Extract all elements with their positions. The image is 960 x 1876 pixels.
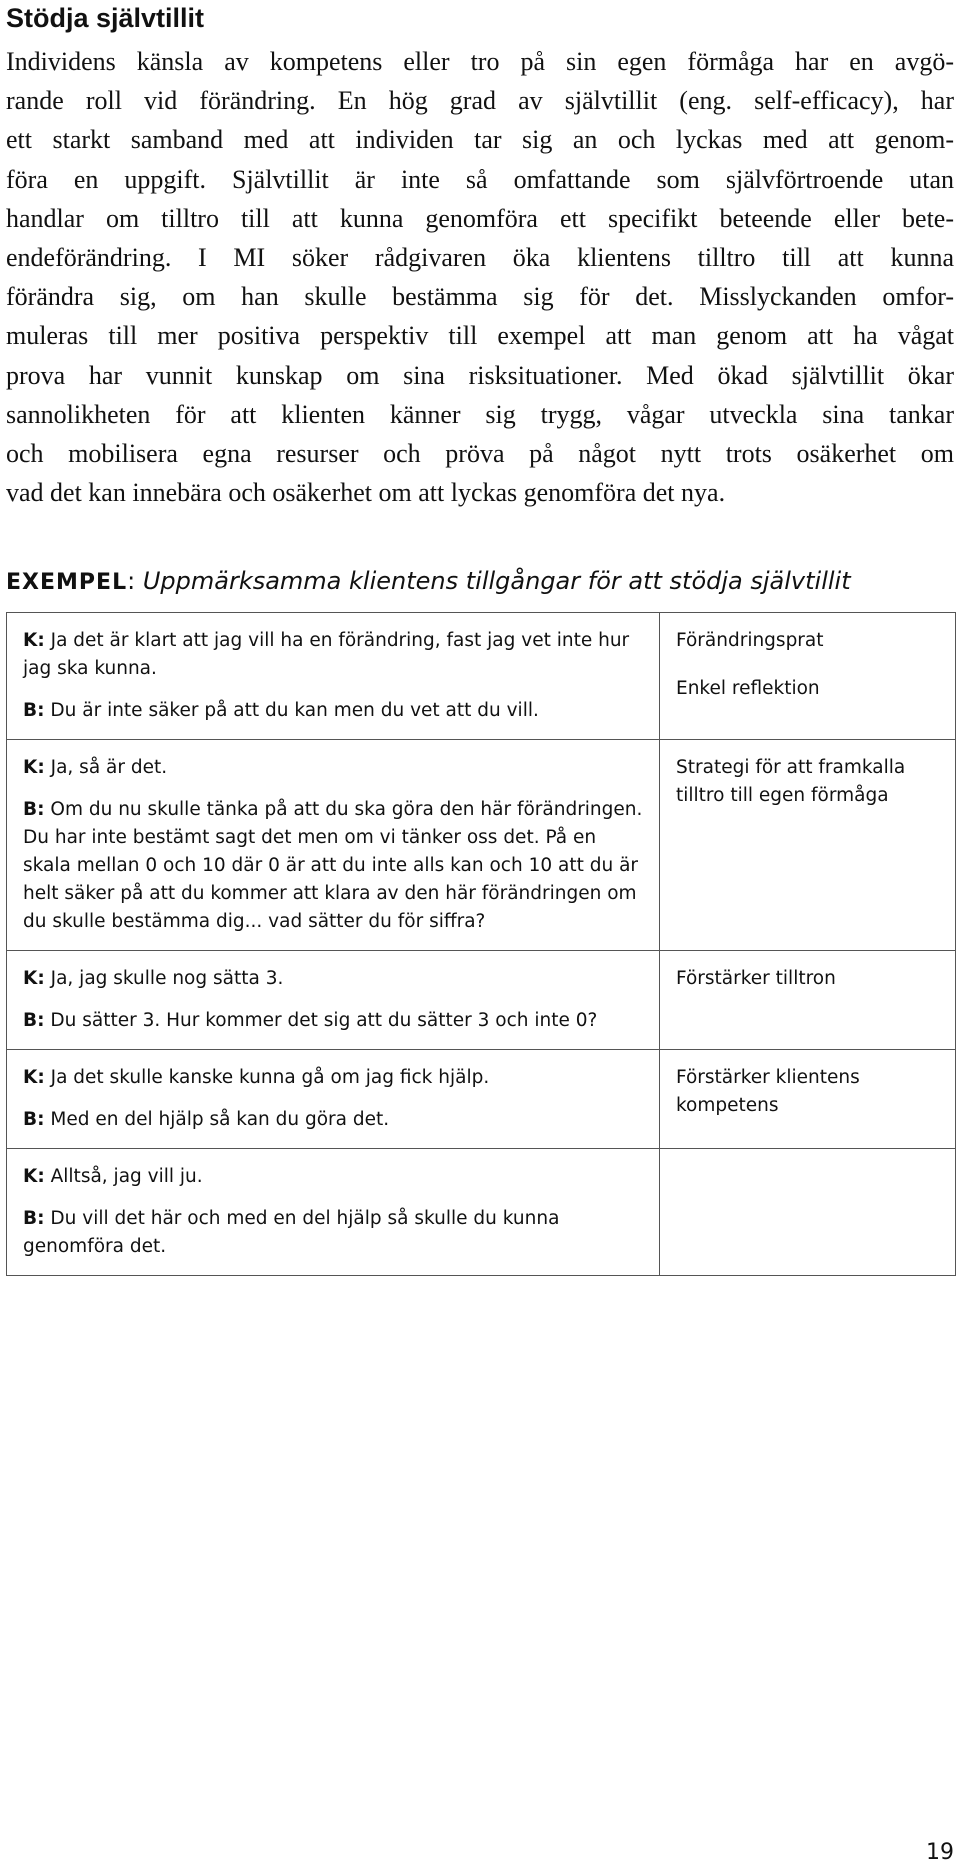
speaker-label: B: (23, 700, 45, 721)
dialogue-row (7, 740, 956, 951)
dialogue-cell (7, 613, 660, 740)
annotation-cell (660, 740, 956, 951)
paragraph-line: ett starkt samband med att individen tar sig an och lyckas med att genom- (6, 125, 954, 155)
annotation-cell (660, 951, 956, 1050)
paragraph-line: Individens känsla av kompetens eller tro på sin egen förmåga har en avgö- (6, 47, 954, 76)
paragraph-line: rande roll vid förändring. En hög grad av självtillit (eng. self-efficacy), har (6, 86, 954, 116)
annotation-cell (660, 1050, 956, 1149)
dialogue-line (23, 796, 645, 936)
dialogue-cell (7, 1149, 660, 1276)
paragraph-line: vad det kan innebära och osäkerhet om att lyckas genomföra det nya. (6, 478, 726, 508)
dialogue-line (23, 627, 645, 683)
utterance-text: Ja det skulle kanske kunna gå om jag fick hjälp. (50, 1067, 490, 1088)
speaker-label: K: (23, 757, 45, 778)
annotation-cell (660, 1149, 956, 1276)
utterance-text: Med en del hjälp så kan du göra det. (50, 1109, 390, 1130)
utterance-text: Alltså, jag vill ju. (50, 1166, 203, 1187)
annotation-cell (660, 613, 956, 740)
dialogue-line (23, 1205, 645, 1261)
speaker-label: B: (23, 799, 45, 820)
paragraph-line: endeförändring. I MI söker rådgivaren öka klientens tilltro till att kunna (6, 243, 954, 273)
utterance-text: Ja det är klart att jag vill ha en förändring, fast jag vet inte hur jag ska kunna. (23, 630, 630, 679)
dialogue-line (23, 1007, 645, 1035)
dialogue-row (7, 1050, 956, 1149)
dialogue-line (23, 697, 645, 725)
example-title: Uppmärksamma klientens tillgångar för att stödja självtillit (142, 567, 851, 595)
page-number: 19 (926, 1840, 954, 1865)
utterance-text: Om du nu skulle tänka på att du ska göra den här förändringen. Du har inte bestämt sagt det men om vi tänker oss det. På en skala mellan 0 och 10 där 0 är att du inte alls kan och 10 att du är helt säker på att du kommer att klara av den här förändringen om du skulle bestämma dig... vad sätter du för siffra? (23, 799, 643, 932)
annotation-note: Strategi för att framkalla tilltro till egen förmåga (676, 757, 906, 806)
dialogue-row (7, 951, 956, 1050)
dialogue-row (7, 1149, 956, 1276)
annotation-note: Förändringsprat (676, 630, 824, 651)
speaker-label: K: (23, 1067, 45, 1088)
annotation-note: Förstärker tilltron (676, 968, 836, 989)
utterance-text: Du vill det här och med en del hjälp så skulle du kunna genomföra det. (23, 1208, 560, 1257)
speaker-label: B: (23, 1208, 45, 1229)
dialogue-cell (7, 740, 660, 951)
dialogue-line (23, 1106, 645, 1134)
utterance-text: Ja, jag skulle nog sätta 3. (50, 968, 284, 989)
example-label: EXEMPEL (6, 570, 128, 595)
annotation-note: Förstärker klientens kompetens (676, 1067, 860, 1116)
utterance-text: Ja, så är det. (50, 757, 168, 778)
utterance-text: Du är inte säker på att du kan men du vet att du vill. (50, 700, 539, 721)
speaker-label: B: (23, 1109, 45, 1130)
dialogue-line (23, 1163, 645, 1191)
section-paragraph (6, 42, 954, 512)
annotation-note: Enkel reflektion (676, 678, 820, 699)
paragraph-line: föra en uppgift. Självtillit är inte så omfattande som självförtroende utan (6, 164, 954, 194)
dialogue-cell (7, 951, 660, 1050)
example-separator: : (127, 567, 136, 595)
dialogue-cell (7, 1050, 660, 1149)
paragraph-line: sannolikheten för att klienten känner sig trygg, vågar utveckla sina tankar (6, 399, 954, 429)
dialogue-row (7, 613, 956, 740)
speaker-label: K: (23, 968, 45, 989)
paragraph-line: muleras till mer positiva perspektiv till exempel att man genom att ha vågat (6, 321, 954, 351)
paragraph-line: handlar om tilltro till att kunna genomföra ett specifikt beteende eller bete- (6, 203, 954, 233)
speaker-label: K: (23, 1166, 45, 1187)
speaker-label: K: (23, 630, 45, 651)
paragraph-line: prova har vunnit kunskap om sina risksituationer. Med ökad självtillit ökar (6, 360, 954, 390)
example-heading (6, 565, 851, 599)
dialogue-line (23, 754, 645, 782)
utterance-text: Du sätter 3. Hur kommer det sig att du sätter 3 och inte 0? (50, 1010, 598, 1031)
paragraph-line: förändra sig, om han skulle bestämma sig för det. Misslyckanden omfor- (6, 282, 954, 312)
section-heading: Stödja självtillit (6, 3, 205, 33)
dialogue-line (23, 965, 645, 993)
dialogue-line (23, 1064, 645, 1092)
speaker-label: B: (23, 1010, 45, 1031)
paragraph-line: och mobilisera egna resurser och pröva på något nytt trots osäkerhet om (6, 439, 954, 469)
dialogue-table (6, 612, 956, 1276)
